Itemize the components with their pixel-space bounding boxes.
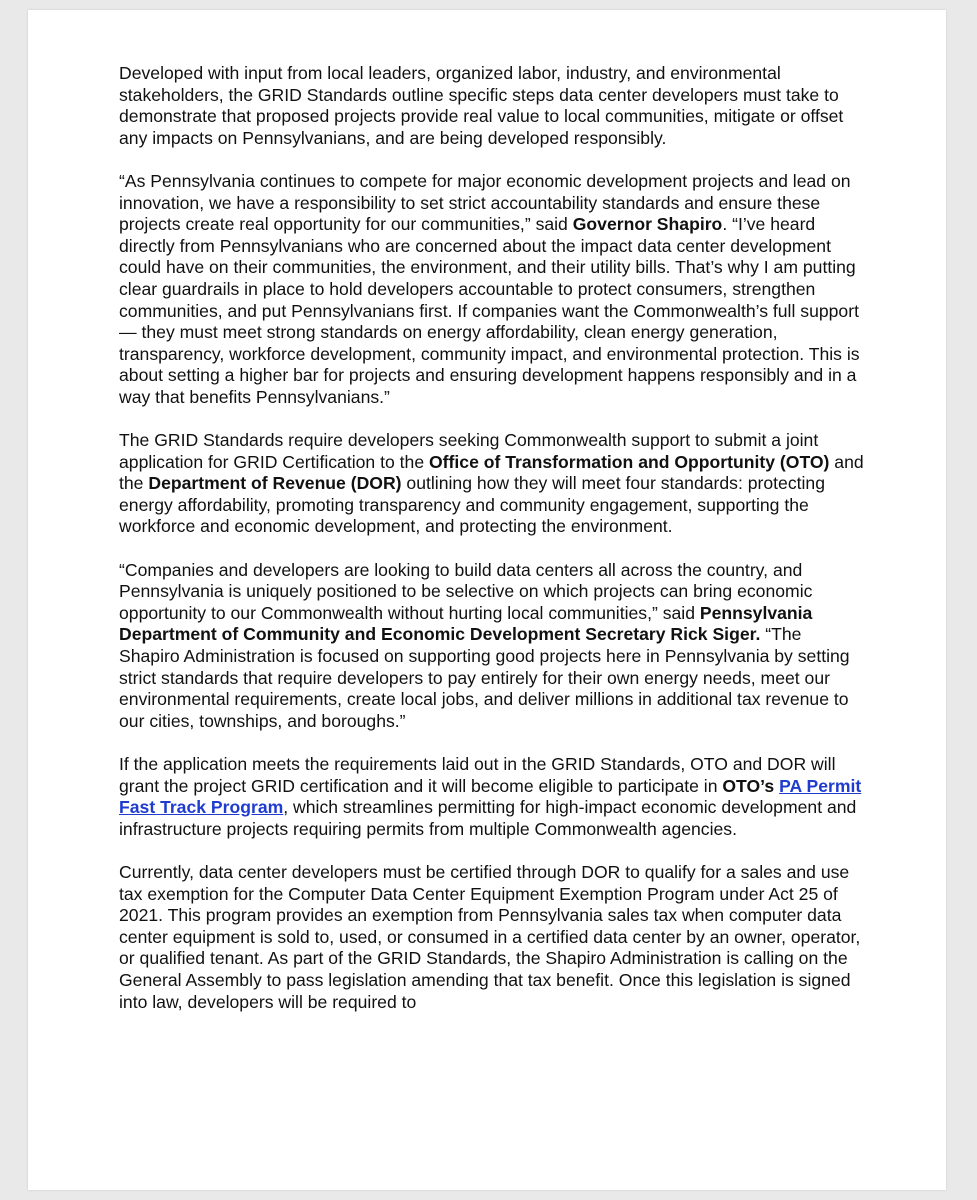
pa-permit-fast-track-link[interactable]: PA Permit Fast Track Program bbox=[119, 775, 862, 818]
agency-possessive: OTO’s bbox=[722, 775, 780, 796]
document-body bbox=[119, 63, 864, 1035]
paragraph-tax-exemption: Currently, data center developers must be certified through DOR to qualify for a sales and use tax exemption for the Computer Data Center Equipment Exemption Program under Act 25 of 2021. This program provides an exemption from Pennsylvania sales tax when computer data center equipment is sold to, used, or consumed in a certified data center by an owner, operator, or qualified tenant. As part of the GRID Standards, the Shapiro Administration is calling on the General Assembly to pass legislation amending that tax benefit. Once this legislation is signed into law, developers will be required to bbox=[119, 861, 861, 1012]
paragraph-certification bbox=[119, 754, 864, 840]
quote-text: “Companies and developers are looking to build data centers all across the country, and Pennsylvania is uniquely positioned to be selective on which projects can bring economic opportunity to our Commonwealth without hurting local communities,” said bbox=[119, 559, 813, 623]
speaker-name: Governor Shapiro bbox=[572, 214, 723, 235]
paragraph-governor-quote bbox=[119, 171, 864, 409]
document-page bbox=[28, 10, 946, 1190]
quote-text: . “I’ve heard directly from Pennsylvanians who are concerned about the impact data center development could have on their communities, the environment, and their utility bills. That’s why I am putting clear guardrails in place to hold developers accountable to protect consumers, strengthen communities, and put Pennsylvanians first. If companies want the Commonwealth’s full support — they must meet strong standards on energy affordability, clean energy generation, transparency, workforce development, community impact, and environmental protection. This is about setting a higher bar for projects and ensuring development happens responsibly and in a way that benefits Pennsylvanians.” bbox=[119, 214, 860, 407]
body-text: and the bbox=[119, 451, 864, 494]
body-text: , which streamlines permitting for high-impact economic development and infrastructure projects requiring permits from multiple Commonwealth agencies. bbox=[119, 797, 857, 839]
body-text: If the application meets the requirements laid out in the GRID Standards, OTO and DOR will grant the project GRID certification and it will become eligible to participate in bbox=[119, 754, 836, 796]
agency-name-dor: Department of Revenue (DOR) bbox=[148, 473, 402, 494]
body-text: outlining how they will meet four standards: protecting energy affordability, promoting transparency and community engagement, supporting the workforce and economic development, and protecting the environment. bbox=[119, 473, 825, 537]
quote-text: “The Shapiro Administration is focused on supporting good projects here in Pennsylvania by setting strict standards that require developers to pay entirely for their own energy needs, meet our environmental requirements, create local jobs, and deliver millions in additional tax revenue to our cities, townships, and boroughs.” bbox=[119, 624, 850, 731]
agency-name-oto: Office of Transformation and Opportunity (OTO) bbox=[429, 451, 830, 472]
paragraph-grid-standards-intro: Developed with input from local leaders, organized labor, industry, and environmental stakeholders, the GRID Standards outline specific steps data center developers must take to demonstrate that proposed projects provide real value to local communities, mitigate or offset any impacts on Pennsylvanians, and are being developed responsibly. bbox=[119, 63, 844, 148]
paragraph-grid-requirements bbox=[119, 430, 864, 538]
body-text: The GRID Standards require developers seeking Commonwealth support to submit a joint application for GRID Certification to the bbox=[119, 430, 819, 472]
speaker-name: Pennsylvania Department of Community and Economic Development Secretary Rick Siger. bbox=[119, 602, 813, 645]
quote-text: “As Pennsylvania continues to compete for major economic development projects and lead on innovation, we have a responsibility to set strict accountability standards and ensure these projects create real opportunity for our communities,” said bbox=[119, 170, 851, 235]
paragraph-secretary-quote bbox=[119, 560, 864, 733]
